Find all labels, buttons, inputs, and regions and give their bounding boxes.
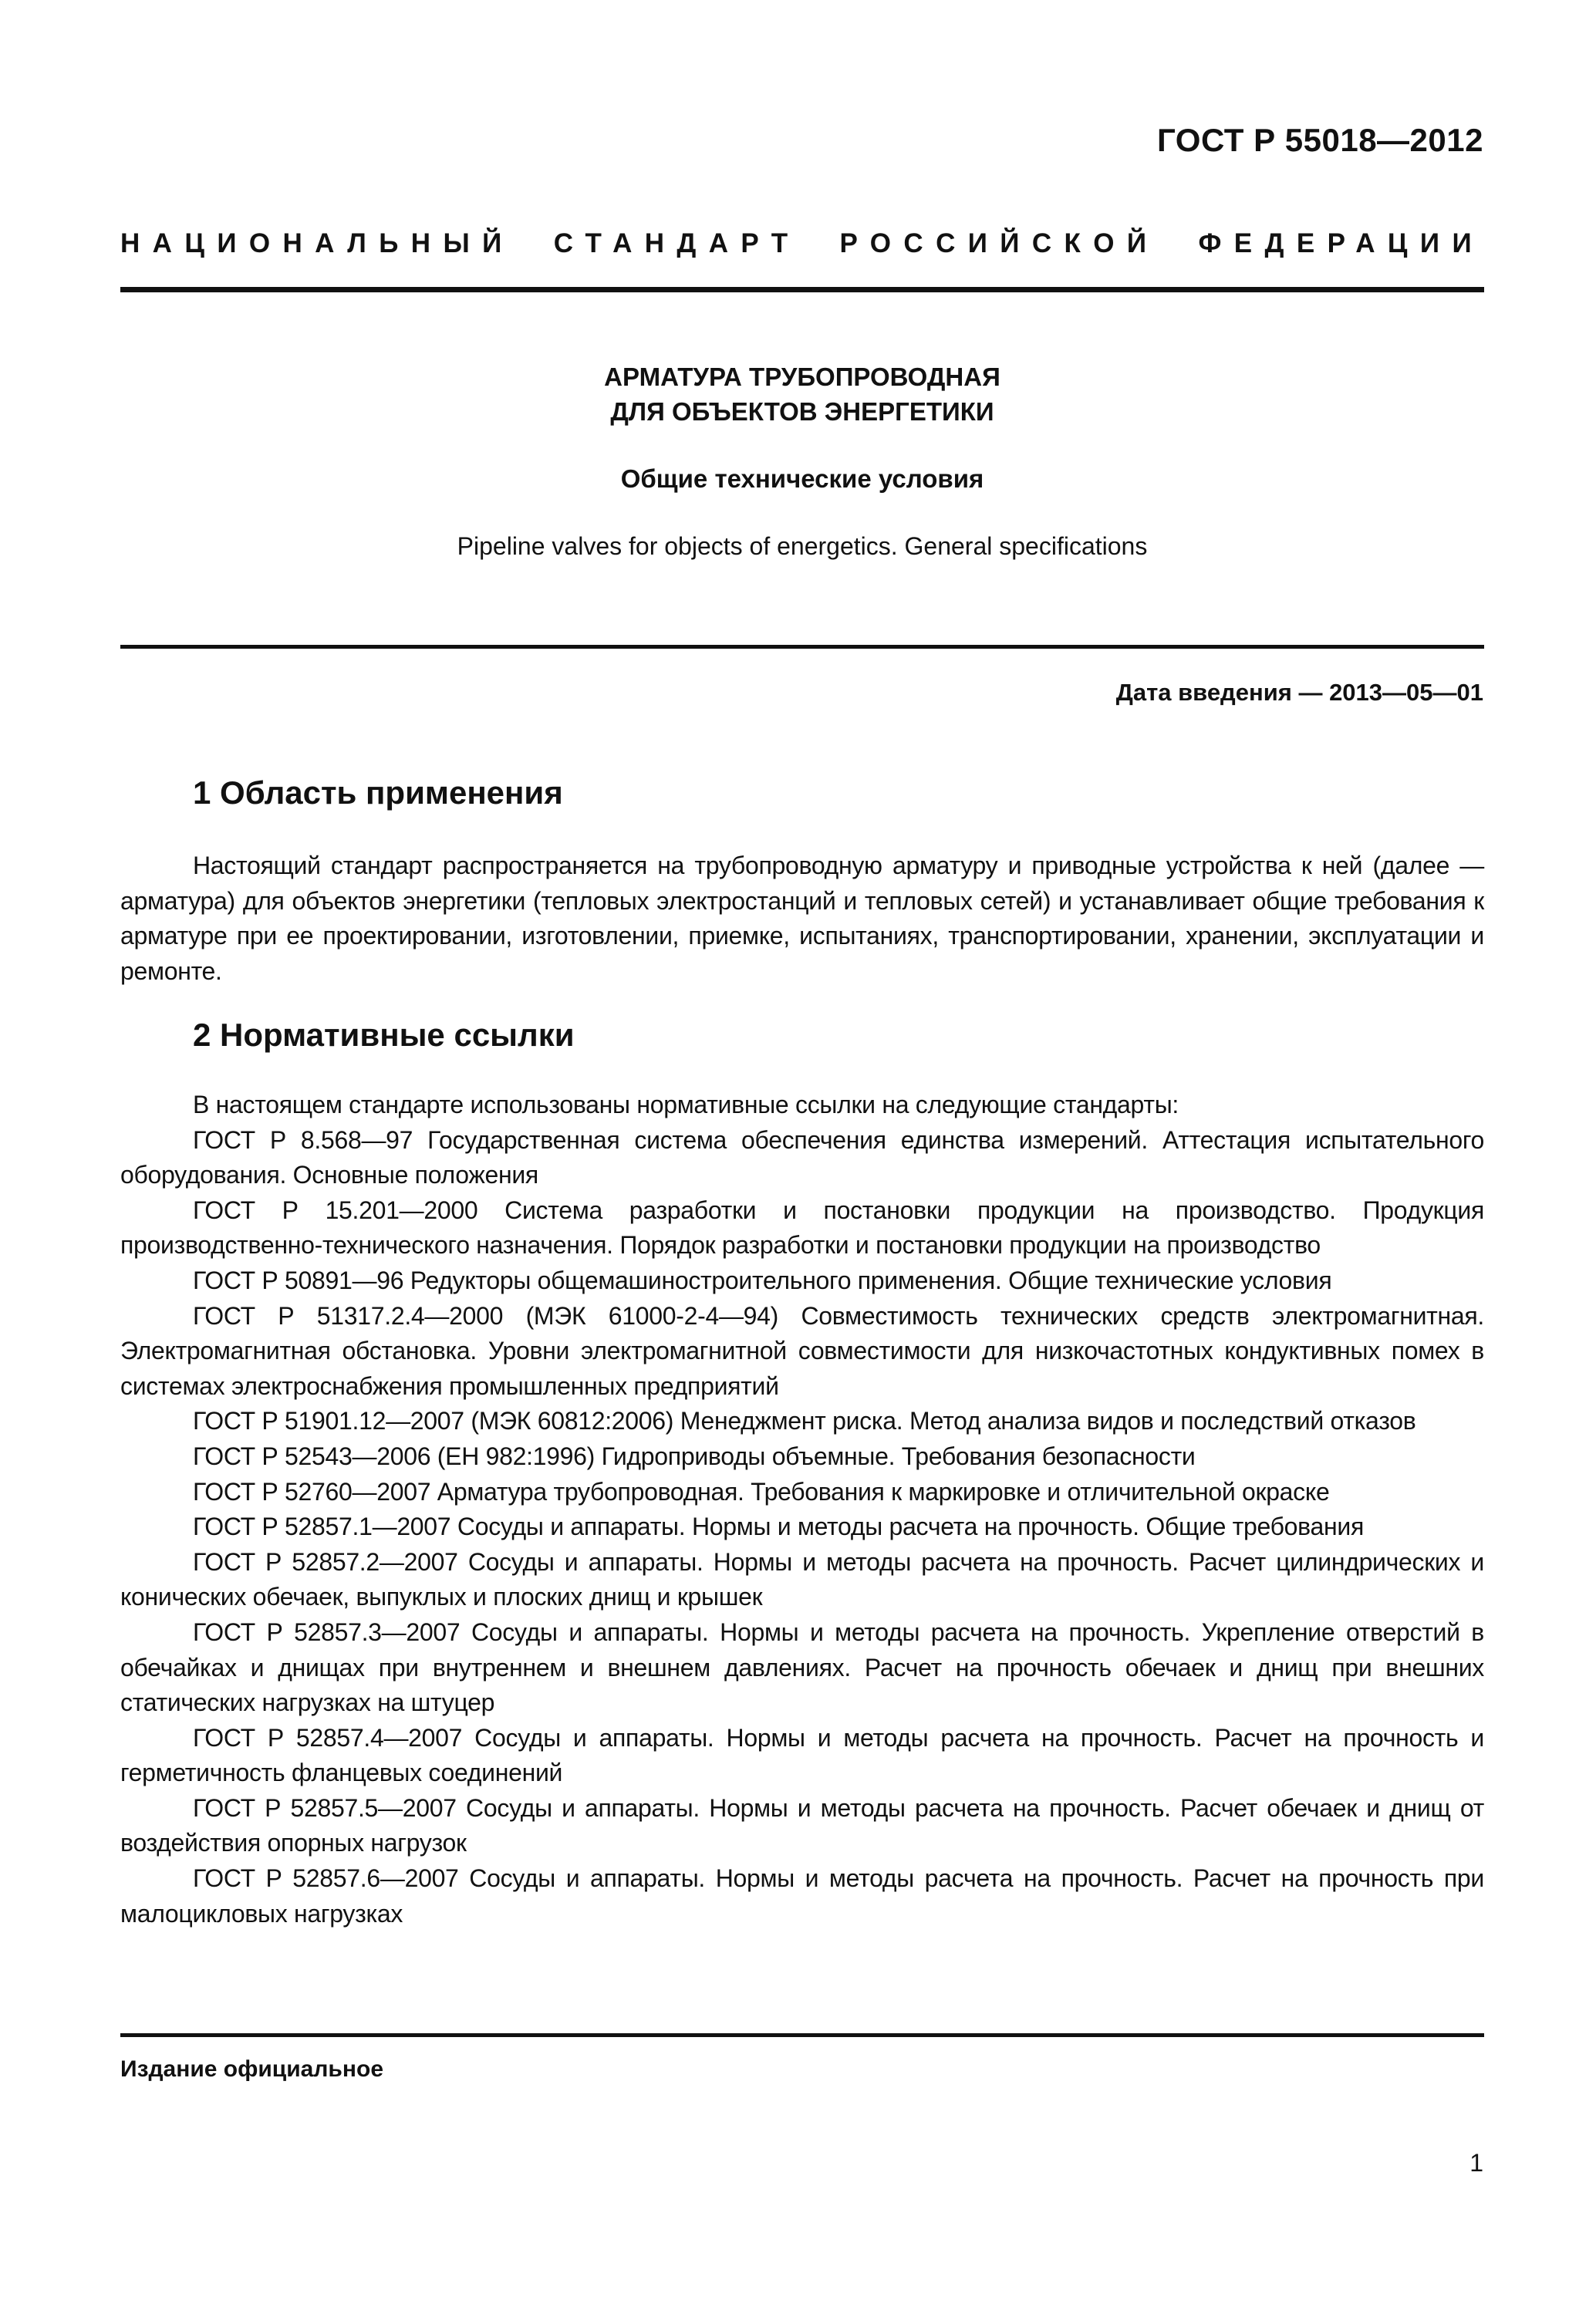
reference-item: ГОСТ Р 52857.6—2007 Сосуды и аппараты. Нормы и методы расчета на прочность. Расчет на прочность при малоцикловых нагрузках: [120, 1864, 1484, 1928]
reference-item: ГОСТ Р 52857.1—2007 Сосуды и аппараты. Нормы и методы расчета на прочность. Общие требования: [193, 1513, 1364, 1541]
section-2-heading: 2 Нормативные ссылки: [193, 1017, 575, 1053]
section-1-heading: 1 Область применения: [193, 774, 563, 811]
title-divider: [120, 645, 1484, 649]
document-title-line-1: АРМАТУРА ТРУБОПРОВОДНАЯ: [604, 363, 1000, 391]
footer-divider: [120, 2033, 1484, 2037]
edition-note: Издание официальное: [120, 2056, 384, 2082]
english-title: Pipeline valves for objects of energetics. General specifications: [457, 532, 1148, 560]
standard-number: ГОСТ Р 55018—2012: [1157, 122, 1483, 158]
reference-item: ГОСТ Р 52857.5—2007 Сосуды и аппараты. Нормы и методы расчета на прочность. Расчет обечаек и днищ от воздействия опорных нагрузок: [120, 1793, 1484, 1857]
reference-item: ГОСТ Р 52857.4—2007 Сосуды и аппараты. Нормы и методы расчета на прочность. Расчет на прочность и герметичность фланцевых соединений: [120, 1723, 1484, 1787]
national-standard-header: [120, 228, 1484, 259]
introduction-date: Дата введения — 2013—05—01: [1115, 679, 1483, 706]
reference-item: ГОСТ Р 51317.2.4—2000 (МЭК 61000-2-4—94) Совместимость технических средств электромагнитная. Электромагнитная обстановка. Уровни электромагнитной совместимости для низкочастотных кондуктивных помех в системах электроснабжения промышленных предприятий: [120, 1301, 1484, 1400]
reference-item: ГОСТ Р 50891—96 Редукторы общемашиностроительного применения. Общие технические условия: [193, 1266, 1332, 1294]
reference-item: ГОСТ Р 52857.3—2007 Сосуды и аппараты. Нормы и методы расчета на прочность. Укрепление отверстий в обечайках и днищах при внутреннем и внешнем давлениях. Расчет на прочность обечаек и днищ при внешних статических нагрузках на штуцер: [120, 1617, 1484, 1717]
national-standard-header-text: НАЦИОНАЛЬНЫЙ СТАНДАРТ РОССИЙСКОЙ ФЕДЕРАЦИИ: [120, 228, 1484, 258]
section-1-body: [120, 848, 1484, 989]
reference-item: ГОСТ Р 8.568—97 Государственная система обеспечения единства измерений. Аттестация испытательного оборудования. Основные положения: [120, 1125, 1484, 1189]
page-number: 1: [1469, 2149, 1483, 2177]
reference-item: ГОСТ Р 52857.2—2007 Сосуды и аппараты. Нормы и методы расчета на прочность. Расчет цилиндрических и конических обечаек, выпуклых и плоских днищ и крышек: [120, 1547, 1484, 1611]
references-intro: В настоящем стандарте использованы нормативные ссылки на следующие стандарты:: [193, 1091, 1179, 1118]
reference-item: ГОСТ Р 52543—2006 (ЕН 982:1996) Гидроприводы объемные. Требования безопасности: [193, 1442, 1196, 1470]
reference-item: ГОСТ Р 51901.12—2007 (МЭК 60812:2006) Менеджмент риска. Метод анализа видов и последствий отказов: [193, 1407, 1416, 1435]
document-title-line-2: ДЛЯ ОБЪЕКТОВ ЭНЕРГЕТИКИ: [610, 397, 994, 426]
reference-item: ГОСТ Р 52760—2007 Арматура трубопроводная. Требования к маркировке и отличительной окраске: [193, 1477, 1330, 1506]
document-title: [120, 359, 1484, 429]
header-divider: [120, 287, 1484, 292]
document-subtitle: Общие технические условия: [620, 464, 984, 493]
reference-item: ГОСТ Р 15.201—2000 Система разработки и постановки продукции на производство. Продукция производственно-технического назначения. Порядок разработки и постановки продукции на производство: [120, 1196, 1484, 1260]
section-1-paragraph: Настоящий стандарт распространяется на трубопроводную арматуру и приводные устройства к ней (далее — арматура) для объектов энергетики (тепловых электростанций и тепловых сетей) и устанавливает общие требования к арматуре при ее проектировании, изготовлении, приемке, испытаниях, транспортировании, хранении, эксплуатации и ремонте.: [120, 852, 1484, 985]
normative-references-list: [120, 1088, 1484, 1931]
